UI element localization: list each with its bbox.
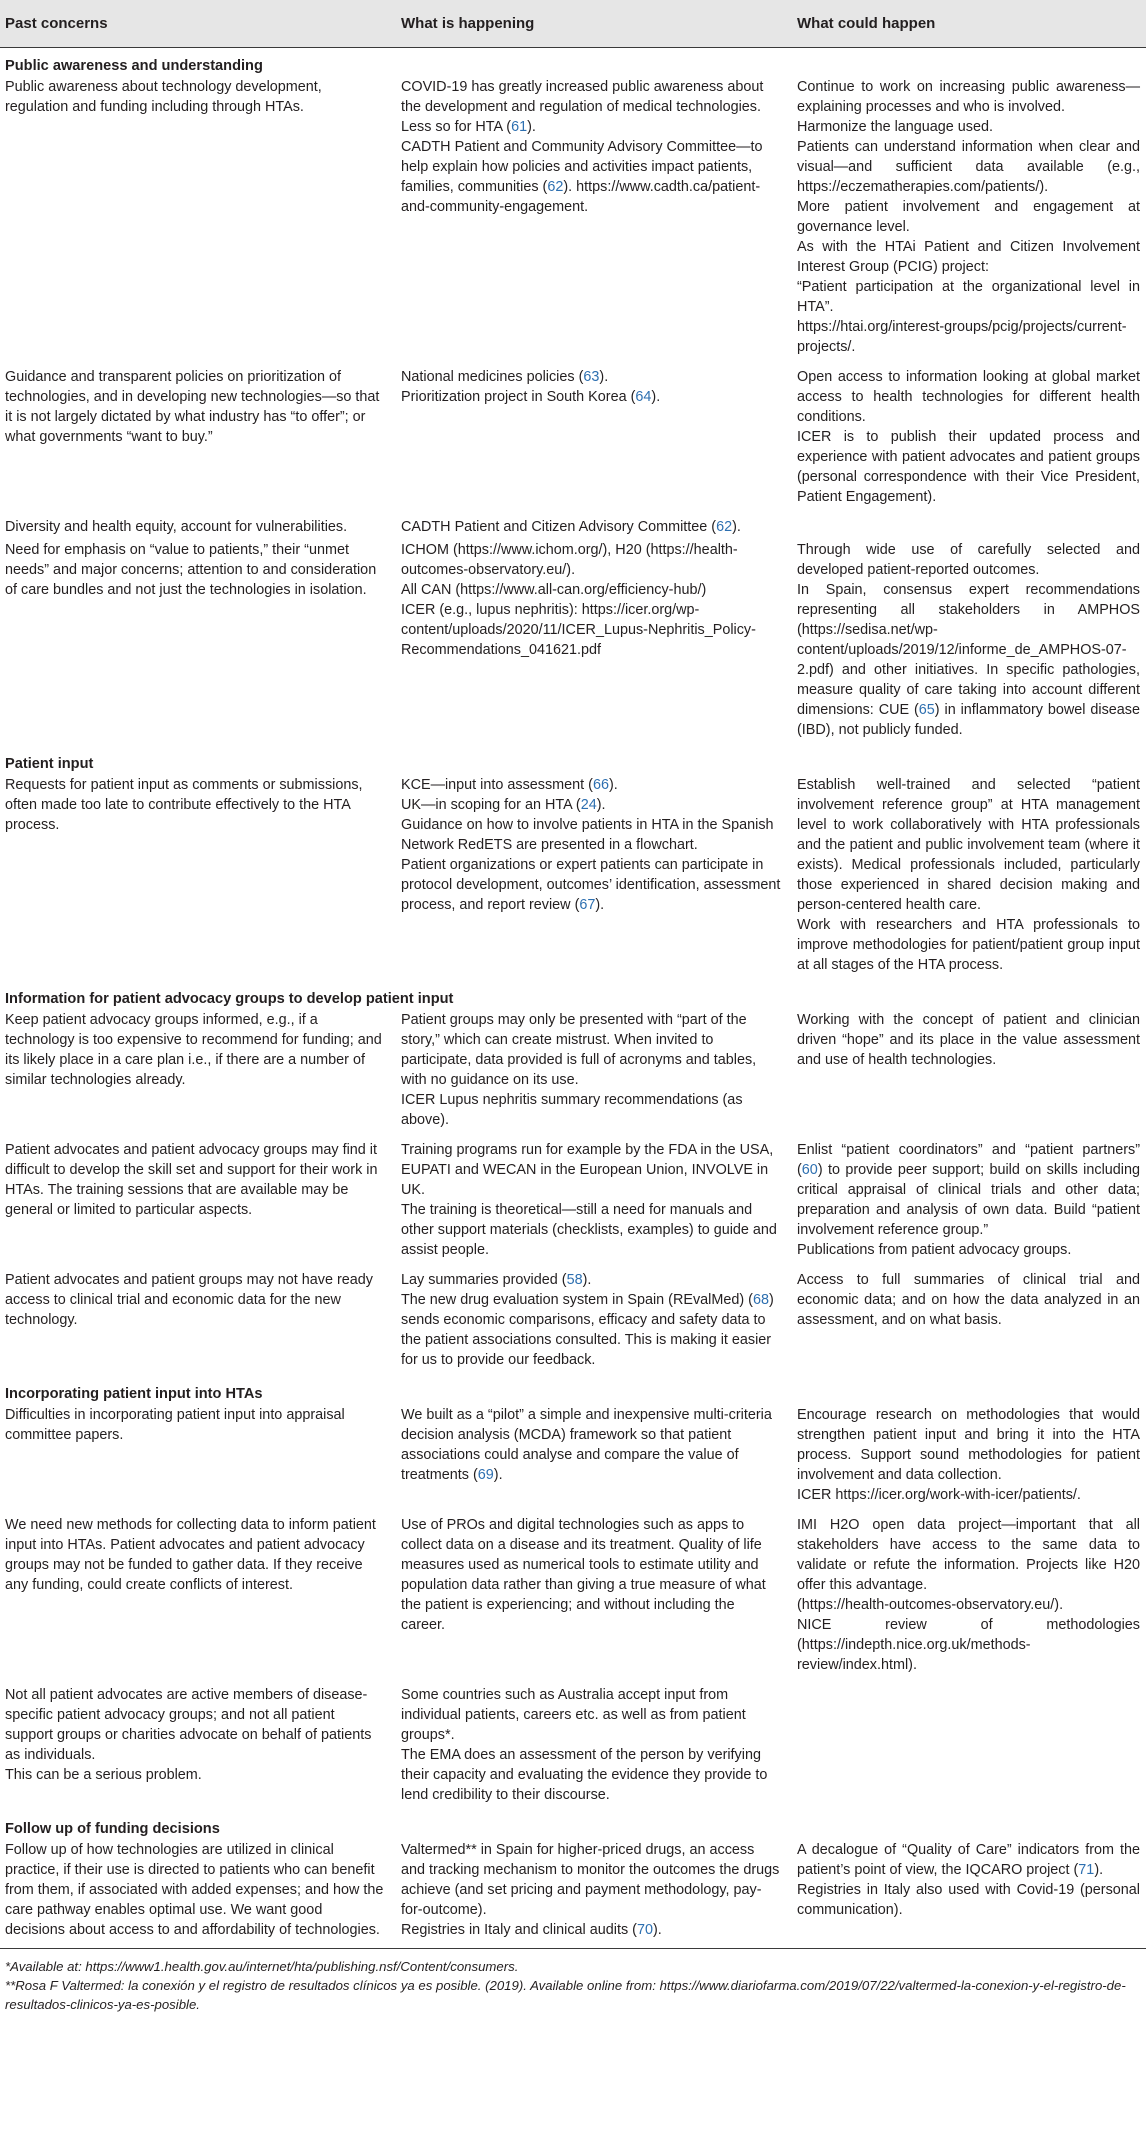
citation-reference[interactable]: 64	[635, 389, 652, 405]
table-row	[0, 367, 1146, 517]
table-row	[0, 540, 1146, 750]
past-concern-cell	[0, 77, 396, 367]
what-is-happening-cell	[396, 1515, 792, 1685]
what-could-happen-cell	[792, 540, 1146, 750]
what-is-happening-cell	[396, 1270, 792, 1380]
past-concern-cell	[0, 517, 396, 540]
what-is-happening-cell	[396, 517, 792, 540]
what-could-happen-cell	[792, 77, 1146, 367]
cell-line: Publications from patient advocacy groups.	[797, 1242, 1072, 1258]
what-is-happening-cell	[396, 77, 792, 367]
cell-line: Encourage research on methodologies that would strengthen patient input and bring it into the HTA process. Support sound methodologies for patient involvement and data collection.	[797, 1407, 1140, 1483]
cell-line: Public awareness about technology development, regulation and funding including through HTAs.	[5, 79, 322, 115]
past-concern-cell	[0, 1010, 396, 1140]
table-row	[0, 1685, 1146, 1815]
header-what-could-happen: What could happen	[792, 0, 1146, 48]
cell-line: Training programs run for example by the FDA in the USA, EUPATI and WECAN in the European Union, INVOLVE in UK.	[401, 1142, 774, 1198]
citation-reference[interactable]: 63	[583, 369, 600, 385]
table-row	[0, 1010, 1146, 1140]
section-heading-row	[0, 985, 1146, 1010]
cell-line: As with the HTAi Patient and Citizen Involvement Interest Group (PCIG) project:	[797, 239, 1140, 275]
cell-line: Registries in Italy and clinical audits (70).	[401, 1922, 662, 1938]
what-could-happen-cell	[792, 1010, 1146, 1140]
cell-line: Use of PROs and digital technologies such as apps to collect data on a disease and its treatment. Quality of life measures used as numerical tools to estimate utility and population data rather than giving a true measure of what the patient is experiencing; and without including the career.	[401, 1517, 766, 1633]
cell-line: (https://health-outcomes-observatory.eu/).	[797, 1597, 1064, 1613]
section-heading-row	[0, 48, 1146, 78]
cell-line: ICER Lupus nephritis summary recommendations (as above).	[401, 1092, 743, 1128]
what-is-happening-cell	[396, 540, 792, 750]
cell-line: Diversity and health equity, account for vulnerabilities.	[5, 519, 348, 535]
cell-line: ICER (e.g., lupus nephritis): https://icer.org/wp-content/uploads/2020/11/ICER_Lupus-Nephritis_Policy-Recommendations_041621.pdf	[401, 602, 756, 658]
cell-line: COVID-19 has greatly increased public awareness about the development and regulation of medical technologies. Less so for HTA (61).	[401, 79, 764, 135]
table-row	[0, 77, 1146, 367]
cell-line: NICE review of methodologies (https://indepth.nice.org.uk/methods-review/index.html).	[797, 1617, 1140, 1673]
section-heading-row	[0, 750, 1146, 775]
cell-line: “Patient participation at the organizational level in HTA”.	[797, 279, 1140, 315]
cell-line: https://htai.org/interest-groups/pcig/projects/current-projects/.	[797, 319, 1127, 355]
past-concern-cell	[0, 1515, 396, 1685]
citation-reference[interactable]: 24	[580, 797, 597, 813]
what-could-happen-cell	[792, 1685, 1146, 1815]
cell-line: The new drug evaluation system in Spain (REvalMed) (68) sends economic comparisons, efficacy and safety data to the patient associations consulted. This is making it easier for us to provide our feedback.	[401, 1292, 774, 1368]
cell-line: Some countries such as Australia accept input from individual patients, careers etc. as well as from patient groups*.	[401, 1687, 746, 1743]
cell-line: This can be a serious problem.	[5, 1767, 202, 1783]
cell-line: Enlist “patient coordinators” and “patient partners” (60) to provide peer support; build on skills including critical appraisal of clinical trials and other data; preparation and analysis of own data. Build “patient involvement reference group.”	[797, 1142, 1140, 1238]
cell-line: Patients can understand information when clear and visual—and sufficient data available (e.g., https://eczematherapies.com/patients/).	[797, 139, 1140, 195]
cell-line: UK—in scoping for an HTA (24).	[401, 797, 606, 813]
header-what-is-happening: What is happening	[396, 0, 792, 48]
cell-line: Need for emphasis on “value to patients,” their “unmet needs” and major concerns; attention to and consideration of care bundles and not just the technologies in isolation.	[5, 542, 377, 598]
cell-line: IMI H2O open data project—important that all stakeholders have access to the same data to validate or refute the information. Projects like H20 offer this advantage.	[797, 1517, 1140, 1593]
section-heading-row	[0, 1380, 1146, 1405]
citation-reference[interactable]: 66	[592, 777, 609, 793]
cell-line: Prioritization project in South Korea (64).	[401, 389, 661, 405]
citation-reference[interactable]: 60	[801, 1162, 818, 1178]
what-could-happen-cell	[792, 775, 1146, 985]
cell-line: CADTH Patient and Citizen Advisory Committee (62).	[401, 519, 741, 535]
cell-line: Patient groups may only be presented with “part of the story,” which can create mistrust. When invited to participate, data provided is full of acronyms and tables, with no guidance on its use.	[401, 1012, 757, 1088]
table-row	[0, 517, 1146, 540]
table-row	[0, 1270, 1146, 1380]
citation-reference[interactable]: 61	[511, 119, 528, 135]
cell-line: Through wide use of carefully selected and developed patient-reported outcomes.	[797, 542, 1140, 578]
footnote-valtermed: **Rosa F Valtermed: la conexión y el registro de resultados clínicos ya es posible. (2019). Available online from: https://www.diariofarma.com/2019/07/22/valtermed-la-conexion-y-el-registro-de-resultados-clinicos-ya-es-posible.	[5, 1978, 1126, 2012]
section-heading: Incorporating patient input into HTAs	[5, 1386, 263, 1402]
section-heading: Information for patient advocacy groups to develop patient input	[5, 991, 454, 1007]
what-is-happening-cell	[396, 1140, 792, 1270]
cell-line: Lay summaries provided (58).	[401, 1272, 592, 1288]
cell-line: We need new methods for collecting data to inform patient input into HTAs. Patient advocates and patient advocacy groups may not be funded to gather data. If they receive any funding, could create conflicts of interest.	[5, 1517, 376, 1593]
citation-reference[interactable]: 62	[547, 179, 564, 195]
table-row	[0, 1840, 1146, 1948]
citation-reference[interactable]: 62	[716, 519, 733, 535]
past-concern-cell	[0, 1270, 396, 1380]
cell-line: Harmonize the language used.	[797, 119, 994, 135]
citation-reference[interactable]: 69	[477, 1467, 494, 1483]
what-is-happening-cell	[396, 775, 792, 985]
cell-line: Not all patient advocates are active members of disease-specific patient advocacy groups; and not all patient support groups or charities advocate on behalf of patients as individuals.	[5, 1687, 372, 1763]
cell-line: The EMA does an assessment of the person by verifying their capacity and evaluating the evidence they provide to lend credibility to their discourse.	[401, 1747, 768, 1803]
cell-line: Requests for patient input as comments or submissions, often made too late to contribute effectively to the HTA process.	[5, 777, 363, 833]
footnotes	[0, 1948, 1146, 2014]
what-could-happen-cell	[792, 1140, 1146, 1270]
cell-line: Patient advocates and patient groups may not have ready access to clinical trial and economic data for the new technology.	[5, 1272, 374, 1328]
past-concern-cell	[0, 540, 396, 750]
header-past-concerns: Past concerns	[0, 0, 396, 48]
cell-line: ICER https://icer.org/work-with-icer/patients/.	[797, 1487, 1081, 1503]
past-concern-cell	[0, 1405, 396, 1515]
table-row	[0, 775, 1146, 985]
cell-line: National medicines policies (63).	[401, 369, 609, 385]
cell-line: We built as a “pilot” a simple and inexpensive multi-criteria decision analysis (MCDA) framework so that patient associations could analyse and compare the value of treatments (69).	[401, 1407, 772, 1483]
past-concern-cell	[0, 367, 396, 517]
table-body	[0, 48, 1146, 1949]
cell-line: Working with the concept of patient and clinician driven “hope” and its place in the value assessment and use of health technologies.	[797, 1012, 1140, 1068]
what-could-happen-cell	[792, 1270, 1146, 1380]
cell-line: Follow up of how technologies are utilized in clinical practice, if their use is directed to patients who can benefit from them, if associated with added expenses; and how the care pathway enables optimal use. We want good decisions about access to and affordability of technologies.	[5, 1842, 384, 1938]
cell-line: Registries in Italy also used with Covid-19 (personal communication).	[797, 1882, 1140, 1918]
cell-line: More patient involvement and engagement at governance level.	[797, 199, 1140, 235]
citation-reference[interactable]: 65	[918, 702, 935, 718]
past-concern-cell	[0, 1840, 396, 1948]
table-row	[0, 1405, 1146, 1515]
cell-line: Establish well-trained and selected “patient involvement reference group” at HTA management level to work collaboratively with HTA professionals and the patient and public involvement team (where it exists). Medical professionals included, particularly those experienced in shared decision making and person-centered health care.	[797, 777, 1140, 913]
section-heading: Patient input	[5, 756, 94, 772]
cell-line: Keep patient advocacy groups informed, e.g., if a technology is too expensive to recommend for funding; and its likely place in a care plan i.e., if there are a number of similar technologies already.	[5, 1012, 382, 1088]
citation-reference[interactable]: 68	[752, 1292, 769, 1308]
table-row	[0, 1515, 1146, 1685]
cell-line: Guidance and transparent policies on prioritization of technologies, and in developing new technologies—so that it is not largely dictated by what industry has “to offer”; or what governments “want to buy.”	[5, 369, 380, 445]
cell-line: Difficulties in incorporating patient input into appraisal committee papers.	[5, 1407, 345, 1443]
cell-line: A decalogue of “Quality of Care” indicators from the patient’s point of view, the IQCARO project (71).	[797, 1842, 1140, 1878]
what-is-happening-cell	[396, 1405, 792, 1515]
footnote-australia: *Available at: https://www1.health.gov.au/internet/hta/publishing.nsf/Content/consumers.	[5, 1959, 519, 1974]
what-could-happen-cell	[792, 367, 1146, 517]
past-concern-cell	[0, 775, 396, 985]
cell-line: ICHOM (https://www.ichom.org/), H20 (https://health-outcomes-observatory.eu/).	[401, 542, 738, 578]
cell-line: Continue to work on increasing public awareness—explaining processes and who is involved.	[797, 79, 1140, 115]
cell-line: ICER is to publish their updated process and experience with patient advocates and patient groups (personal correspondence with their Vice President, Patient Engagement).	[797, 429, 1140, 505]
section-heading: Follow up of funding decisions	[5, 1821, 220, 1837]
cell-line: KCE—input into assessment (66).	[401, 777, 618, 793]
what-is-happening-cell	[396, 1010, 792, 1140]
citation-reference[interactable]: 71	[1078, 1862, 1095, 1878]
section-heading-row	[0, 1815, 1146, 1840]
cell-line: Open access to information looking at global market access to health technologies for different health conditions.	[797, 369, 1140, 425]
citation-reference[interactable]: 58	[566, 1272, 583, 1288]
what-is-happening-cell	[396, 1840, 792, 1948]
what-could-happen-cell	[792, 1840, 1146, 1948]
cell-line: CADTH Patient and Community Advisory Committee—to help explain how policies and activities impact patients, families, communities (62). https://www.cadth.ca/patient-and-community-engagement.	[401, 139, 763, 215]
cell-line: Access to full summaries of clinical trial and economic data; and on how the data analyzed in an assessment, and on what basis.	[797, 1272, 1140, 1328]
past-concern-cell	[0, 1685, 396, 1815]
cell-line: All CAN (https://www.all-can.org/efficiency-hub/)	[401, 582, 707, 598]
cell-line: Valtermed** in Spain for higher-priced drugs, an access and tracking mechanism to monitor the outcomes the drugs achieve (and set pricing and payment methodology, pay-for-outcome).	[401, 1842, 780, 1918]
what-is-happening-cell	[396, 367, 792, 517]
section-heading: Public awareness and understanding	[5, 58, 263, 74]
cell-line: In Spain, consensus expert recommendations representing all stakeholders in AMPHOS (https://sedisa.net/wp-content/uploads/2019/12/informe_de_AMPHOS-07-2.pdf) and other initiatives. In specific pathologies, measure quality of care taking into account different dimensions: CUE (65) in inflammatory bowel disease (IBD), not publicly funded.	[797, 582, 1140, 738]
citation-reference[interactable]: 70	[636, 1922, 653, 1938]
what-could-happen-cell	[792, 517, 1146, 540]
table-header-row	[0, 0, 1146, 48]
cell-line: Patient organizations or expert patients can participate in protocol development, outcomes’ identification, assessment process, and report review (67).	[401, 857, 781, 913]
what-could-happen-cell	[792, 1405, 1146, 1515]
past-concern-cell	[0, 1140, 396, 1270]
what-could-happen-cell	[792, 1515, 1146, 1685]
cell-line: Work with researchers and HTA professionals to improve methodologies for patient/patient group input at all stages of the HTA process.	[797, 917, 1140, 973]
what-is-happening-cell	[396, 1685, 792, 1815]
cell-line: Patient advocates and patient advocacy groups may find it difficult to develop the skill set and support for their work in HTAs. The training sessions that are available may be general or limited to particular aspects.	[5, 1142, 378, 1218]
cell-line: The training is theoretical—still a need for manuals and other support materials (checklists, examples) to guide and assist people.	[401, 1202, 777, 1258]
cell-line: Guidance on how to involve patients in HTA in the Spanish Network RedETS are presented in a flowchart.	[401, 817, 774, 853]
table-row	[0, 1140, 1146, 1270]
citation-reference[interactable]: 67	[579, 897, 596, 913]
